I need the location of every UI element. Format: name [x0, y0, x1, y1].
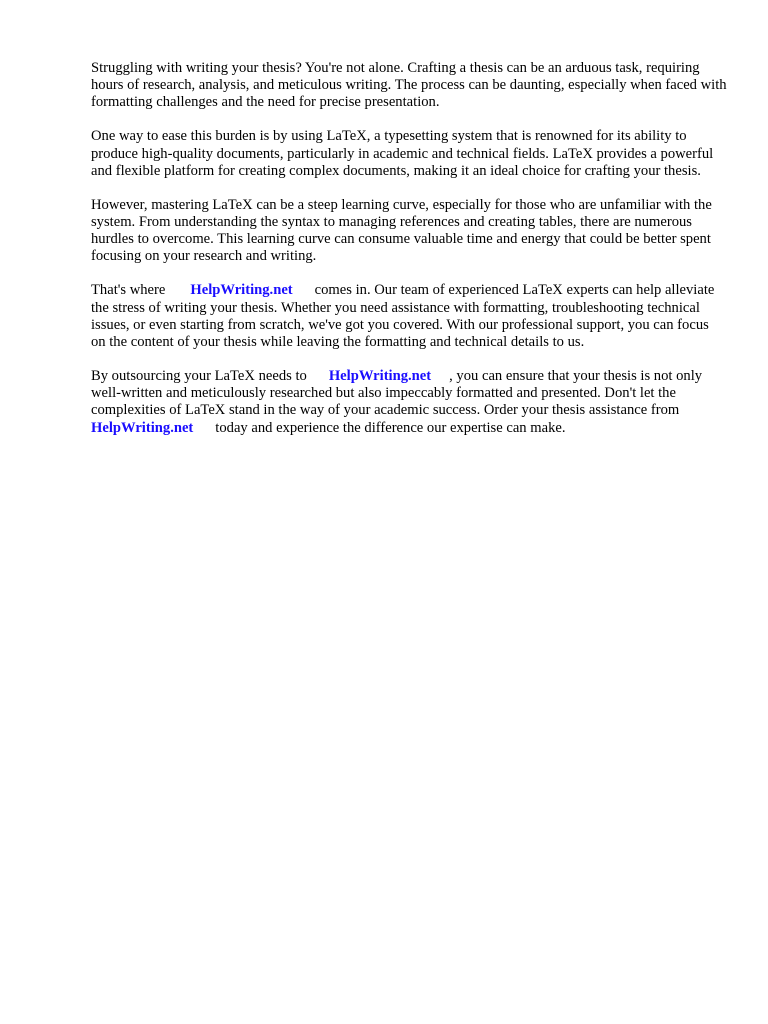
helpwriting-link[interactable]: HelpWriting.net [328, 368, 432, 385]
document-body [91, 60, 727, 454]
paragraph-learning-curve: However, mastering LaTeX can be a steep learning curve, especially for those who are unfamiliar with the system. From understanding the syntax to managing references and creating tables, there are numerous hurdles to overcome. This learning curve can consume valuable time and energy that could be better spent focusing on your research and writing. [91, 196, 712, 265]
paragraph-service [91, 282, 727, 351]
helpwriting-link[interactable]: HelpWriting.net [91, 419, 194, 436]
helpwriting-link[interactable]: HelpWriting.net [190, 282, 293, 299]
paragraph-outsourcing-lead: By outsourcing your LaTeX needs to [91, 368, 307, 385]
paragraph-outsourcing-middle: , you can ensure that your thesis is not only well-written and meticulously researched but also impeccably formatted and presented. Don't let the complexities of LaTeX stand in the way of your academic success. Order your thesis assistance from [91, 368, 703, 419]
paragraph-service-rest: comes in. Our team of experienced LaTeX experts can help alleviate the stress of writing your thesis. Whether you need assistance with formatting, troubleshooting technical issues, or even starting from scratch, we've got you covered. With our professional support, you can focus on the content of your thesis while leaving the formatting and technical details to us. [91, 282, 715, 351]
paragraph-outsourcing [91, 368, 727, 437]
paragraph-outsourcing-rest: today and experience the difference our expertise can make. [215, 419, 566, 436]
paragraph-service-lead: That's where [91, 282, 166, 299]
paragraph-latex-intro: One way to ease this burden is by using LaTeX, a typesetting system that is renowned for its ability to produce high-quality documents, particularly in academic and technical fields. LaTeX provides a powerful and flexible platform for creating complex documents, making it an ideal choice for crafting your thesis. [91, 128, 714, 179]
paragraph-intro: Struggling with writing your thesis? You're not alone. Crafting a thesis can be an arduous task, requiring hours of research, analysis, and meticulous writing. The process can be daunting, especially when faced with formatting challenges and the need for precise presentation. [91, 60, 727, 111]
